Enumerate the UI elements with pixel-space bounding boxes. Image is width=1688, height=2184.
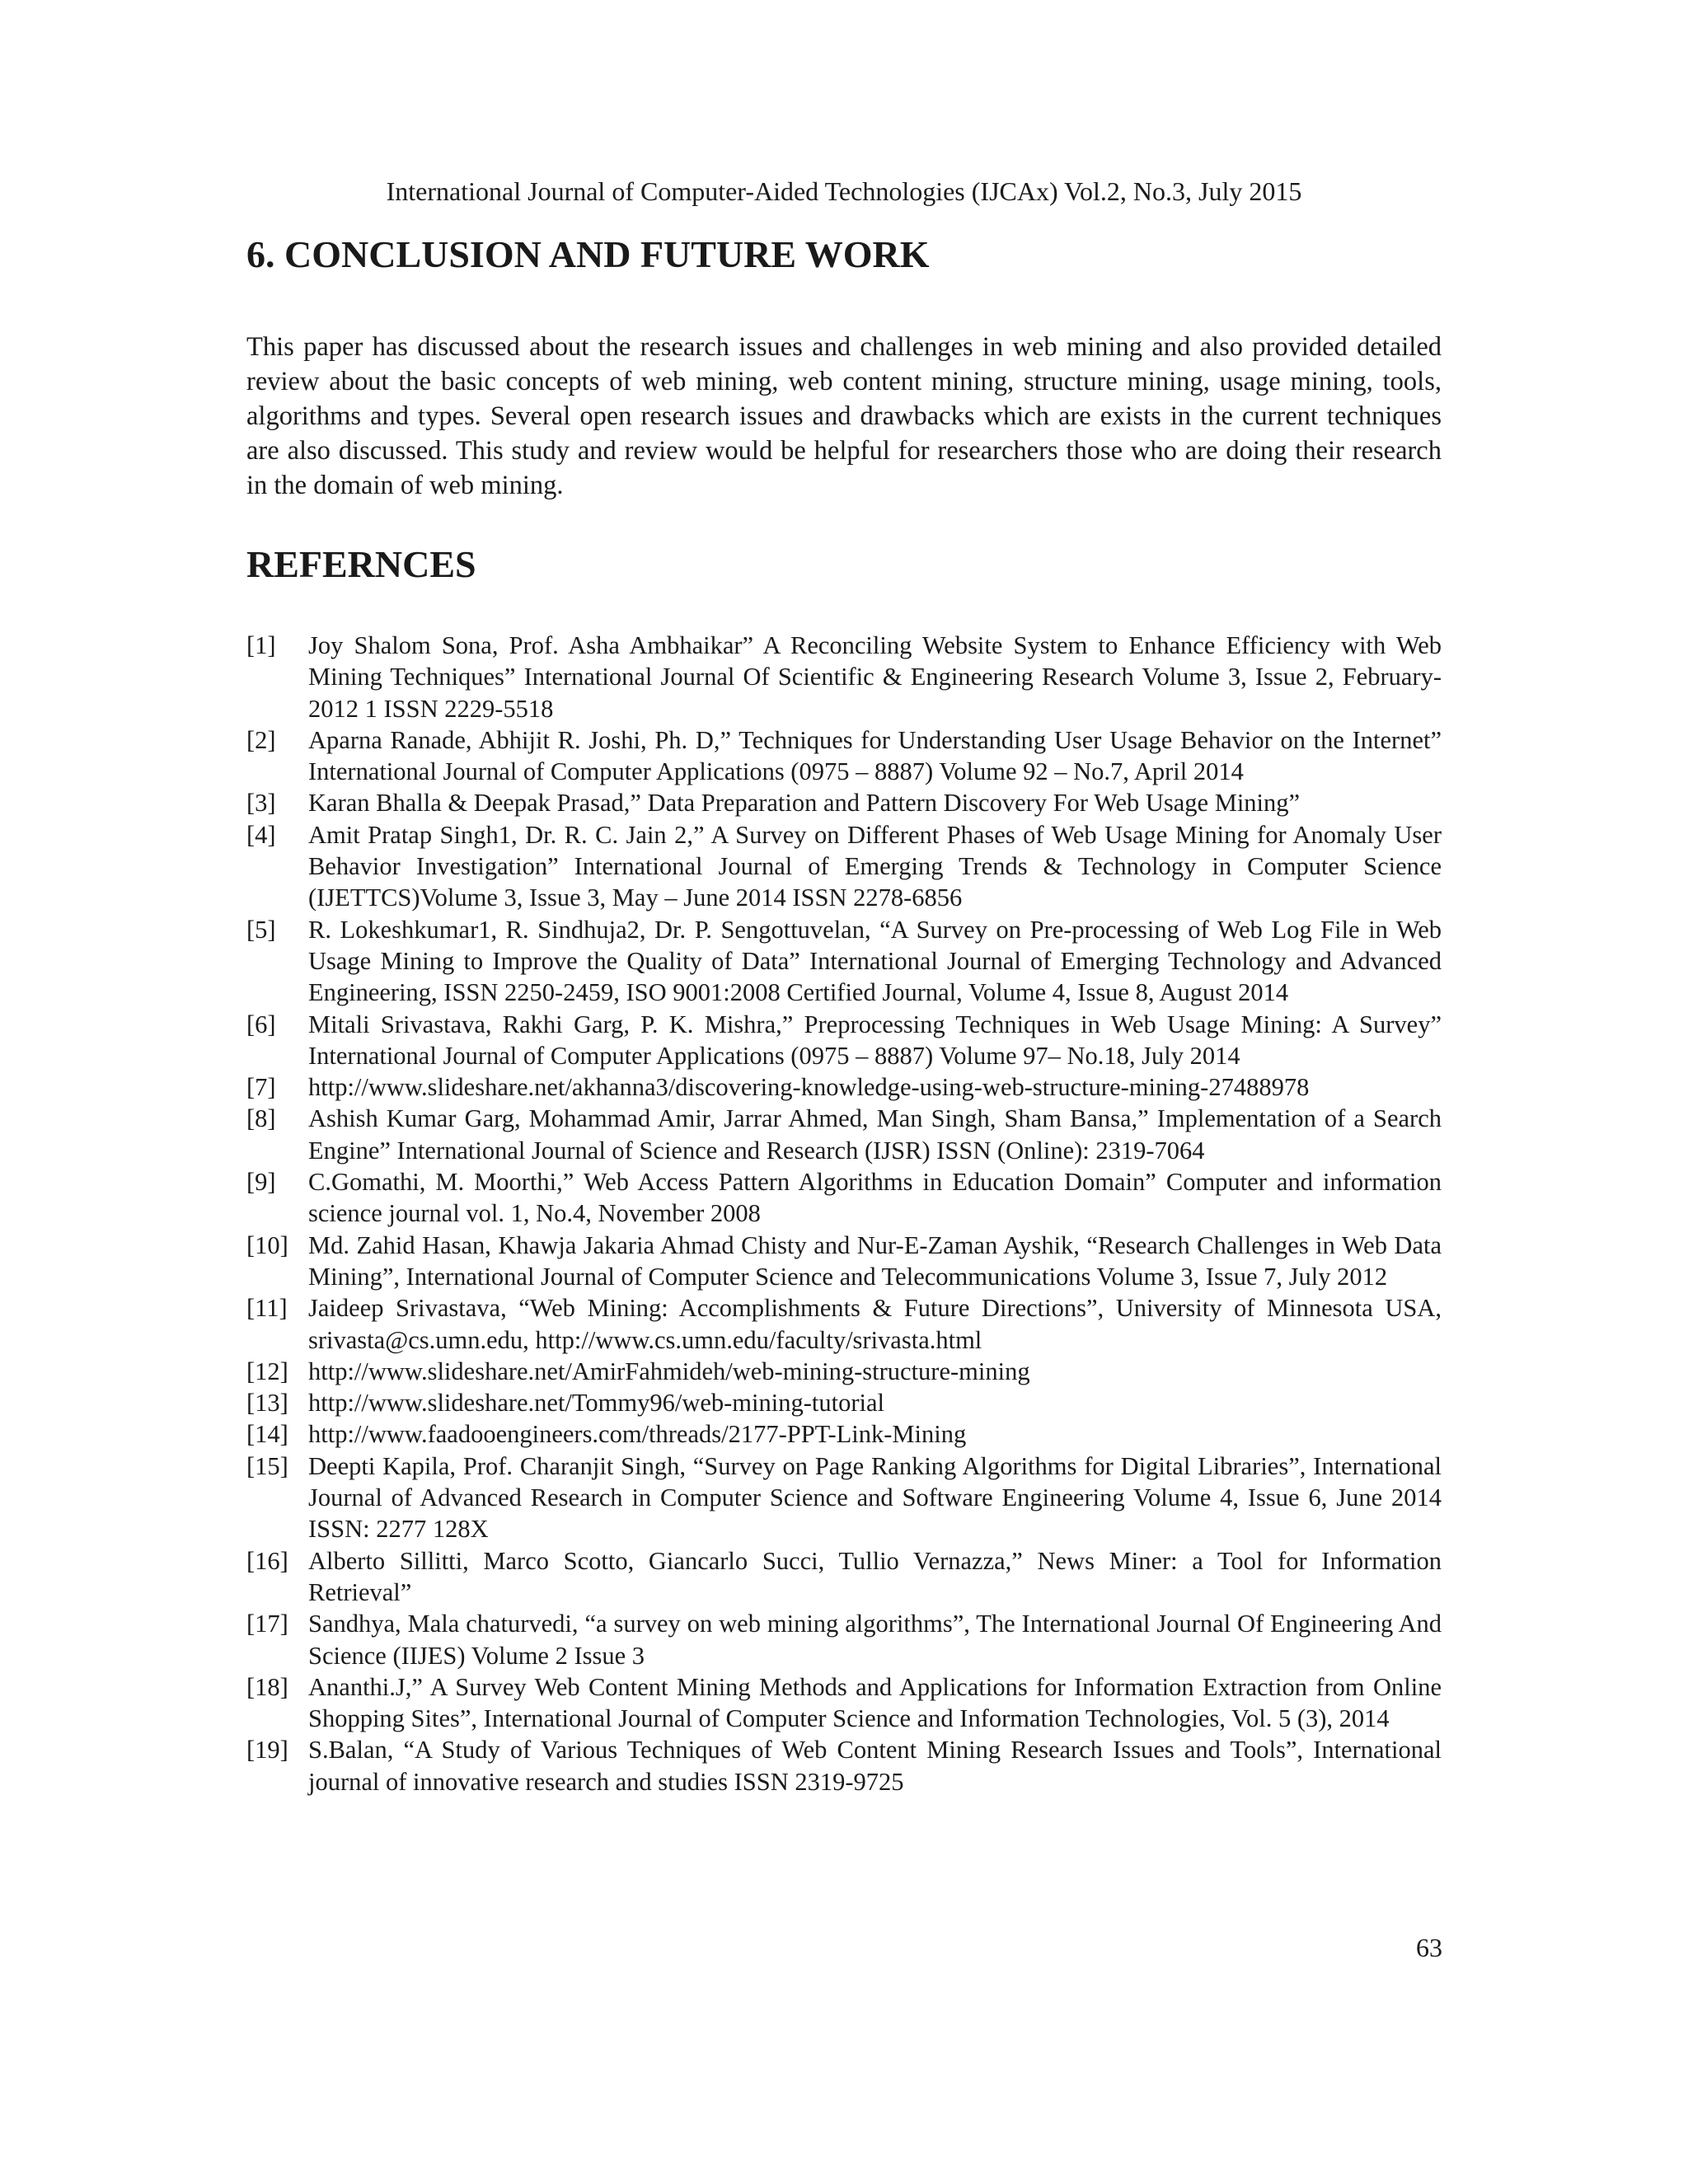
- reference-item-14: [246, 1418, 1442, 1450]
- reference-number: [4]: [246, 820, 276, 849]
- reference-list: [246, 630, 1442, 1797]
- reference-text: Mitali Srivastava, Rakhi Garg, P. K. Mishra,” Preprocessing Techniques in Web Usage Mining: A Survey” International Journal of Computer Applications (0975 – 8887) Volume 97– No.18, July 2014: [308, 1010, 1442, 1070]
- reference-number: [10]: [246, 1230, 288, 1259]
- reference-number: [3]: [246, 789, 276, 818]
- reference-text: S.Balan, “A Study of Various Techniques of Web Content Mining Research Issues and Tools”, International journal of innovative research and studies ISSN 2319-9725: [308, 1736, 1442, 1796]
- reference-item-16: [246, 1545, 1442, 1609]
- reference-number: [5]: [246, 915, 276, 944]
- reference-number: [17]: [246, 1610, 288, 1638]
- reference-text: http://www.slideshare.net/AmirFahmideh/web-mining-structure-mining: [308, 1357, 1030, 1385]
- reference-text: Ashish Kumar Garg, Mohammad Amir, Jarrar Ahmed, Man Singh, Sham Bansa,” Implementation of a Search Engine” International Journal of Science and Research (IJSR) ISSN (Online): 2319-7064: [308, 1104, 1442, 1165]
- reference-number: [1]: [246, 631, 276, 659]
- reference-number: [7]: [246, 1073, 276, 1102]
- conclusion-paragraph: This paper has discussed about the research issues and challenges in web mining and also provided detailed review about the basic concepts of web mining, web content mining, structure mining, usage mining, tools, algorithms and types. Several open research issues and drawbacks which are exists in the current techniques are also discussed. This study and review would be helpful for researchers those who are doing their research in the domain of web mining.: [246, 332, 1442, 500]
- reference-number: [6]: [246, 1010, 276, 1038]
- reference-item-6: [246, 1009, 1442, 1072]
- reference-number: [15]: [246, 1451, 288, 1480]
- reference-text: Ananthi.J,” A Survey Web Content Mining Methods and Applications for Information Extraction from Online Shopping Sites”, International Journal of Computer Science and Information Technologies, Vol. 5 (3), 2014: [308, 1672, 1442, 1733]
- reference-item-17: [246, 1608, 1442, 1671]
- reference-item-3: [246, 787, 1442, 818]
- reference-item-5: [246, 914, 1442, 1009]
- conclusion-heading: 6. CONCLUSION AND FUTURE WORK: [246, 233, 930, 275]
- reference-text: Sandhya, Mala chaturvedi, “a survey on web mining algorithms”, The International Journal Of Engineering And Science (IIJES) Volume 2 Issue 3: [308, 1610, 1442, 1670]
- reference-item-19: [246, 1734, 1442, 1797]
- reference-text: Joy Shalom Sona, Prof. Asha Ambhaikar” A Reconciling Website System to Enhance Efficiency with Web Mining Techniques” International Journal Of Scientific & Engineering Research Volume 3, Issue 2, February-2012 1 ISSN 2229-5518: [308, 631, 1442, 723]
- reference-text: Aparna Ranade, Abhijit R. Joshi, Ph. D,” Techniques for Understanding User Usage Behavior on the Internet” International Journal of Computer Applications (0975 – 8887) Volume 92 – No.7, April 2014: [308, 725, 1442, 786]
- reference-number: [13]: [246, 1389, 288, 1418]
- reference-item-7: [246, 1071, 1442, 1103]
- reference-number: [2]: [246, 725, 276, 754]
- reference-item-10: [246, 1230, 1442, 1293]
- reference-number: [18]: [246, 1672, 288, 1701]
- reference-text: http://www.slideshare.net/akhanna3/discovering-knowledge-using-web-structure-mining-27488978: [308, 1073, 1310, 1102]
- reference-number: [12]: [246, 1357, 288, 1385]
- running-header: International Journal of Computer-Aided Technologies (IJCAx) Vol.2, No.3, July 2015: [386, 176, 1302, 206]
- reference-item-1: [246, 630, 1442, 724]
- reference-text: http://www.slideshare.net/Tommy96/web-mining-tutorial: [308, 1389, 884, 1418]
- reference-item-13: [246, 1387, 1442, 1418]
- reference-text: R. Lokeshkumar1, R. Sindhuja2, Dr. P. Sengottuvelan, “A Survey on Pre-processing of Web Log File in Web Usage Mining to Improve the Quality of Data” International Journal of Emerging Technology and Advanced Engineering, ISSN 2250-2459, ISO 9001:2008 Certified Journal, Volume 4, Issue 8, August 2014: [308, 915, 1442, 1007]
- reference-item-11: [246, 1292, 1442, 1356]
- references-heading: REFERNCES: [246, 543, 476, 585]
- page-content: [246, 231, 1442, 1797]
- reference-item-18: [246, 1671, 1442, 1735]
- reference-item-8: [246, 1103, 1442, 1166]
- reference-number: [16]: [246, 1546, 288, 1575]
- reference-text: C.Gomathi, M. Moorthi,” Web Access Pattern Algorithms in Education Domain” Computer and information science journal vol. 1, No.4, November 2008: [308, 1168, 1442, 1228]
- reference-text: http://www.faadooengineers.com/threads/2177-PPT-Link-Mining: [308, 1420, 967, 1449]
- reference-number: [11]: [246, 1294, 288, 1323]
- reference-number: [8]: [246, 1104, 276, 1133]
- reference-item-12: [246, 1356, 1442, 1387]
- reference-item-9: [246, 1166, 1442, 1230]
- reference-text: Deepti Kapila, Prof. Charanjit Singh, “Survey on Page Ranking Algorithms for Digital Libraries”, International Journal of Advanced Research in Computer Science and Software Engineering Volume 4, Issue 6, June 2014 ISSN: 2277 128X: [308, 1451, 1442, 1544]
- reference-item-4: [246, 819, 1442, 914]
- reference-item-2: [246, 724, 1442, 788]
- reference-item-15: [246, 1451, 1442, 1545]
- page-number: 63: [1416, 1933, 1442, 1962]
- reference-number: [14]: [246, 1420, 288, 1449]
- reference-text: Alberto Sillitti, Marco Scotto, Giancarlo Succi, Tullio Vernazza,” News Miner: a Tool for Information Retrieval”: [308, 1546, 1442, 1606]
- reference-text: Jaideep Srivastava, “Web Mining: Accomplishments & Future Directions”, University of Minnesota USA, srivasta@cs.umn.edu, http://www.cs.umn.edu/faculty/srivasta.html: [308, 1294, 1442, 1354]
- reference-number: [19]: [246, 1736, 288, 1765]
- reference-number: [9]: [246, 1168, 276, 1197]
- reference-text: Karan Bhalla & Deepak Prasad,” Data Preparation and Pattern Discovery For Web Usage Mining”: [308, 789, 1301, 818]
- reference-text: Md. Zahid Hasan, Khawja Jakaria Ahmad Chisty and Nur-E-Zaman Ayshik, “Research Challenges in Web Data Mining”, International Journal of Computer Science and Telecommunications Volume 3, Issue 7, July 2012: [308, 1230, 1442, 1291]
- reference-text: Amit Pratap Singh1, Dr. R. C. Jain 2,” A Survey on Different Phases of Web Usage Mining for Anomaly User Behavior Investigation” International Journal of Emerging Trends & Technology in Computer Science (IJETTCS)Volume 3, Issue 3, May – June 2014 ISSN 2278-6856: [308, 820, 1442, 912]
